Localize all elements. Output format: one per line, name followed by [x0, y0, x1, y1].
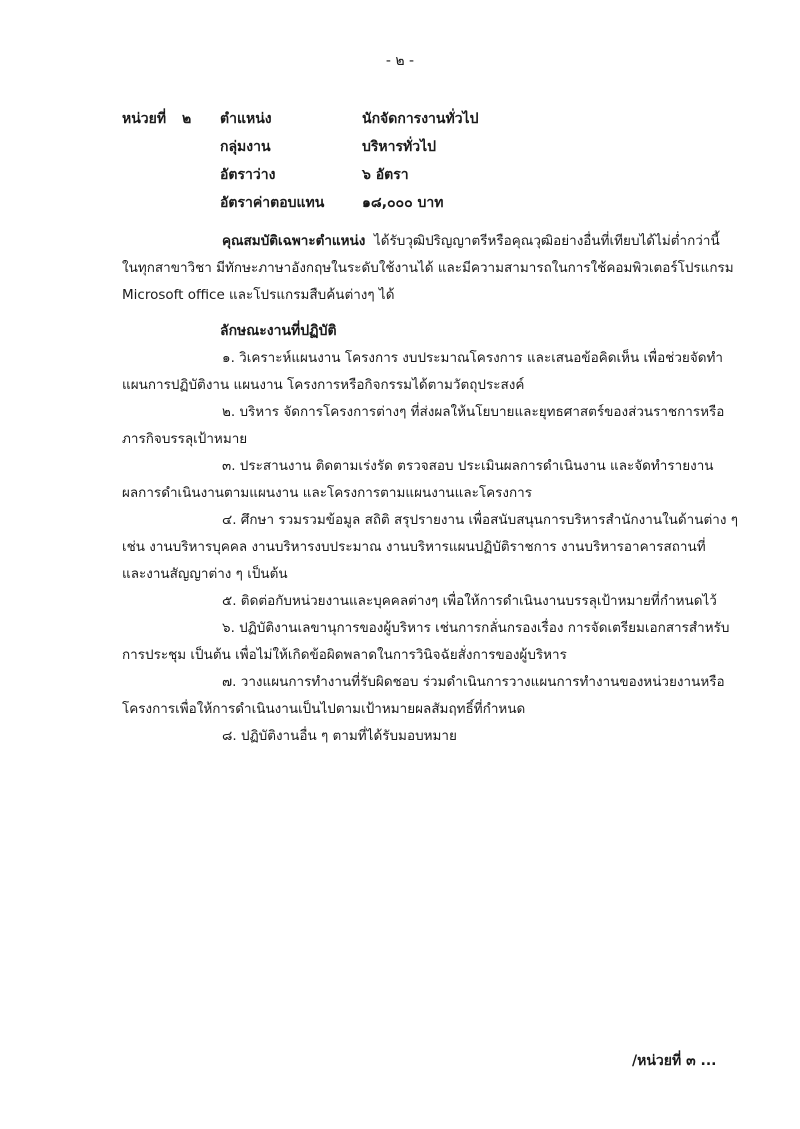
duty-line	[122, 588, 717, 615]
group-value: บริหารทั่วไป	[362, 139, 437, 155]
position-value: นักจัดการงานทั่วไป	[362, 111, 479, 127]
duty-line	[122, 507, 738, 534]
duty-text: ๘. ปฏิบัติงานอื่น ๆ ตามที่ได้รับมอบหมาย	[222, 728, 457, 744]
duty-item	[122, 453, 714, 507]
qualification-line-3: Microsoft office และโปรแกรมสืบค้นต่างๆ ได้	[122, 287, 395, 303]
duty-continuation-line: และงานสัญญาต่าง ๆ เป็นต้น	[122, 566, 288, 582]
group-key: กลุ่มงาน	[220, 139, 271, 155]
qualification-heading: คุณสมบัติเฉพาะตำแหน่ง	[222, 233, 366, 249]
salary-key: อัตราค่าตอบแทน	[220, 195, 325, 211]
duty-text: ๕. ติดต่อกับหน่วยงานและบุคคลต่างๆ เพื่อให้การดำเนินงานบรรลุเป้าหมายที่กำหนดไว้	[222, 593, 717, 609]
unit-number: ๒	[182, 111, 192, 127]
next-page-reference: /หน่วยที่ ๓ ...	[632, 1053, 717, 1069]
qualification-line-1	[122, 228, 720, 255]
vacancy-value: ๖ อัตรา	[362, 167, 409, 183]
salary-value: ๑๘,๐๐๐ บาท	[362, 195, 444, 211]
qualification-paragraph	[122, 228, 734, 309]
duty-line	[122, 615, 730, 642]
duty-line	[122, 453, 714, 480]
duty-continuation-line: ผลการดำเนินงานตามแผนงาน และโครงการตามแผนงานและโครงการ	[122, 485, 532, 501]
duties-list	[122, 345, 738, 750]
duty-item	[122, 345, 723, 399]
unit-label: หน่วยที่	[122, 111, 167, 127]
duty-item	[122, 399, 725, 453]
duty-continuation-line: ภารกิจบรรลุเป้าหมาย	[122, 431, 248, 447]
duty-text: ๖. ปฏิบัติงานเลขานุการของผู้บริหาร เช่นการกลั่นกรองเรื่อง การจัดเตรียมเอกสารสำหรับ	[222, 620, 730, 636]
duty-line	[122, 399, 725, 426]
duty-item	[122, 507, 738, 588]
duty-item	[122, 615, 730, 669]
duty-text: ๔. ศึกษา รวมรวมข้อมูล สถิติ สรุปรายงาน เพื่อสนับสนุนการบริหารสำนักงานในด้านต่าง ๆ	[222, 512, 738, 528]
duty-line	[122, 345, 723, 372]
qualification-line-2: ในทุกสาขาวิชา มีทักษะภาษาอังกฤษในระดับใช้งานได้ และมีความสามารถในการใช้คอมพิวเตอร์โปรแกรม	[122, 260, 734, 276]
duty-text: ๓. ประสานงาน ติดตามเร่งรัด ตรวจสอบ ประเมินผลการดำเนินงาน และจัดทำรายงาน	[222, 458, 714, 474]
duty-text: ๒. บริหาร จัดการโครงการต่างๆ ที่ส่งผลให้นโยบายและยุทธศาสตร์ของส่วนราชการหรือ	[222, 404, 725, 420]
position-key: ตำแหน่ง	[220, 111, 272, 127]
duty-text: ๑. วิเคราะห์แผนงาน โครงการ งบประมาณโครงการ และเสนอข้อคิดเห็น เพื่อช่วยจัดทำ	[222, 350, 723, 366]
duty-item	[122, 588, 717, 615]
page-number: - ๒ -	[385, 53, 415, 69]
duty-item	[122, 669, 725, 723]
duty-item	[122, 723, 682, 750]
vacancy-key: อัตราว่าง	[220, 167, 276, 183]
duty-line	[122, 723, 682, 750]
duty-continuation-line: การประชุม เป็นต้น เพื่อไม่ให้เกิดข้อผิดพลาดในการวินิจฉัยสั่งการของผู้บริหาร	[122, 647, 567, 663]
duty-line	[122, 669, 725, 696]
duty-text: ๗. วางแผนการทำงานที่รับผิดชอบ ร่วมดำเนินการวางแผนการทำงานของหน่วยงานหรือ	[222, 674, 725, 690]
duty-continuation-line: โครงการเพื่อให้การดำเนินงานเป็นไปตามเป้าหมายผลสัมฤทธิ์ที่กำหนด	[122, 701, 526, 717]
duty-continuation-line: เช่น งานบริหารบุคคล งานบริหารงบประมาณ งานบริหารแผนปฏิบัติราชการ งานบริหารอาคารสถานที่	[122, 539, 706, 555]
duty-continuation-line: แผนการปฏิบัติงาน แผนงาน โครงการหรือกิจกรรมได้ตามวัตถุประสงค์	[122, 377, 525, 393]
qualification-text: ได้รับวุฒิปริญญาตรีหรือคุณวุฒิอย่างอื่นที่เทียบได้ไม่ต่ำกว่านี้	[373, 233, 720, 249]
duties-heading: ลักษณะงานที่ปฏิบัติ	[220, 323, 337, 339]
